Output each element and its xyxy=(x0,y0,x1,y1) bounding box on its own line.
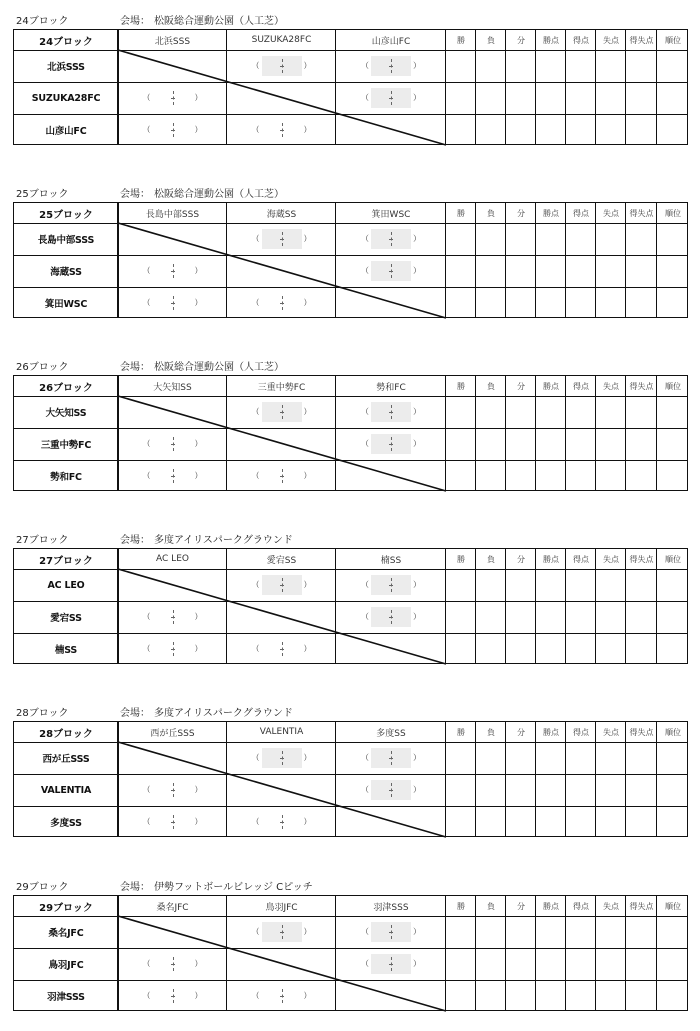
close-paren: ） xyxy=(194,471,203,480)
open-paren: （ xyxy=(142,471,151,480)
stat-header: 勝 xyxy=(457,208,465,218)
open-paren: （ xyxy=(361,612,369,621)
block-title: 27ブロック xyxy=(16,535,69,546)
venue-line xyxy=(120,880,313,896)
close-paren: ） xyxy=(303,991,312,1000)
open-paren: （ xyxy=(142,785,151,794)
diagonal-line xyxy=(14,30,689,146)
open-paren: （ xyxy=(142,817,151,826)
close-paren: ） xyxy=(303,61,312,70)
block-corner-label: 29ブロック xyxy=(39,902,93,914)
open-paren: （ xyxy=(251,234,260,243)
venue-name: 松阪総合運動公園（人工芝） xyxy=(154,362,284,373)
close-paren: ） xyxy=(194,612,203,621)
team-column-header: 羽津SSS xyxy=(373,902,409,913)
self-match-diagonal xyxy=(118,742,446,837)
open-paren: （ xyxy=(251,125,260,134)
team-row-name: 西が丘SSS xyxy=(42,754,90,765)
standings-table xyxy=(13,895,688,1011)
stat-header: 順位 xyxy=(665,381,681,391)
stat-header: 勝点 xyxy=(543,208,559,218)
close-paren: ） xyxy=(413,61,421,70)
open-paren: （ xyxy=(361,61,369,70)
team-column-header: 山彦山FC xyxy=(371,36,411,47)
block-corner-label: 26ブロック xyxy=(39,382,93,394)
team-column-header: 箕田WSC xyxy=(371,209,411,220)
block-corner-label: 24ブロック xyxy=(39,36,93,48)
team-row-name: 山彦山FC xyxy=(45,126,87,137)
open-paren: （ xyxy=(251,817,260,826)
team-row-name: SUZUKA28FC xyxy=(31,92,101,104)
team-row-name: 羽津SSS xyxy=(47,992,85,1003)
close-paren: ） xyxy=(194,298,203,307)
team-column-header: 三重中勢FC xyxy=(257,382,306,393)
open-paren: （ xyxy=(361,785,369,794)
block-caption xyxy=(16,706,616,722)
stat-header: 得失点 xyxy=(629,901,654,911)
block-caption xyxy=(16,360,616,376)
open-paren: （ xyxy=(361,927,369,936)
team-row-name: 勢和FC xyxy=(50,472,82,483)
block-2 xyxy=(0,187,700,337)
stat-header: 勝 xyxy=(457,727,465,737)
team-row-name: 長島中部SSS xyxy=(37,235,95,246)
stat-header: 得点 xyxy=(573,727,589,737)
standings-table xyxy=(13,375,688,491)
open-paren: （ xyxy=(142,439,151,448)
team-column-header: 桑名JFC xyxy=(156,902,189,913)
stat-header: 順位 xyxy=(665,727,681,737)
stat-header: 勝点 xyxy=(543,381,559,391)
stat-header: 負 xyxy=(487,727,495,737)
block-corner-label: 27ブロック xyxy=(39,555,93,567)
venue-line xyxy=(120,533,293,549)
diagonal-line xyxy=(14,549,689,665)
block-caption xyxy=(16,880,616,896)
stat-header: 分 xyxy=(517,381,525,391)
close-paren: ） xyxy=(413,959,421,968)
open-paren: （ xyxy=(361,234,369,243)
open-paren: （ xyxy=(361,266,369,275)
team-column-header: VALENTIA xyxy=(259,727,304,737)
stat-header: 得点 xyxy=(573,901,589,911)
close-paren: ） xyxy=(413,234,421,243)
team-column-header: 鳥羽JFC xyxy=(265,902,298,913)
close-paren: ） xyxy=(413,93,421,102)
team-row-name: 北浜SSS xyxy=(47,62,85,73)
block-caption xyxy=(16,14,616,30)
stat-header: 勝 xyxy=(457,901,465,911)
venue-label: 会場： xyxy=(120,882,150,893)
venue-name: 松阪総合運動公園（人工芝） xyxy=(154,16,284,27)
team-row-name: 大矢知SS xyxy=(45,408,87,419)
open-paren: （ xyxy=(361,753,369,762)
stat-header: 分 xyxy=(517,208,525,218)
stat-header: 得点 xyxy=(573,381,589,391)
stat-header: 分 xyxy=(517,727,525,737)
venue-label: 会場： xyxy=(120,16,150,27)
block-6 xyxy=(0,880,700,1030)
stat-header: 得失点 xyxy=(629,554,654,564)
stat-header: 分 xyxy=(517,901,525,911)
standings-table xyxy=(13,721,688,837)
stat-header: 順位 xyxy=(665,35,681,45)
open-paren: （ xyxy=(142,93,151,102)
close-paren: ） xyxy=(194,959,203,968)
stat-header: 負 xyxy=(487,208,495,218)
block-5 xyxy=(0,706,700,856)
self-match-diagonal xyxy=(118,223,446,318)
block-caption xyxy=(16,533,616,549)
block-corner-label: 25ブロック xyxy=(39,209,93,221)
block-title: 24ブロック xyxy=(16,16,69,27)
stat-header: 失点 xyxy=(603,208,619,218)
open-paren: （ xyxy=(361,959,369,968)
open-paren: （ xyxy=(251,298,260,307)
stat-header: 勝点 xyxy=(543,901,559,911)
close-paren: ） xyxy=(413,927,421,936)
open-paren: （ xyxy=(142,298,151,307)
stat-header: 失点 xyxy=(603,35,619,45)
close-paren: ） xyxy=(194,266,203,275)
diagonal-line xyxy=(14,376,689,492)
open-paren: （ xyxy=(142,644,151,653)
diagonal-line xyxy=(14,203,689,319)
stat-header: 勝 xyxy=(457,35,465,45)
team-column-header: 楠SS xyxy=(380,555,402,566)
team-row-name: 多度SS xyxy=(50,818,82,829)
standings-table xyxy=(13,548,688,664)
team-column-header: SUZUKA28FC xyxy=(251,35,312,45)
stat-header: 勝点 xyxy=(543,35,559,45)
venue-line xyxy=(120,360,284,376)
venue-line xyxy=(120,706,293,722)
open-paren: （ xyxy=(251,991,260,1000)
stat-header: 負 xyxy=(487,35,495,45)
block-caption xyxy=(16,187,616,203)
venue-label: 会場： xyxy=(120,362,150,373)
team-row-name: 楠SS xyxy=(54,645,78,656)
stat-header: 得点 xyxy=(573,554,589,564)
close-paren: ） xyxy=(194,439,203,448)
open-paren: （ xyxy=(361,93,369,102)
stat-header: 得失点 xyxy=(629,381,654,391)
team-row-name: 箕田WSC xyxy=(44,299,88,310)
close-paren: ） xyxy=(194,93,203,102)
close-paren: ） xyxy=(303,753,312,762)
open-paren: （ xyxy=(251,407,260,416)
team-column-header: 大矢知SS xyxy=(153,382,192,393)
venue-name: 多度アイリスパークグラウンド xyxy=(154,535,293,546)
block-1 xyxy=(0,14,700,164)
close-paren: ） xyxy=(303,234,312,243)
venue-name: 伊勢フットボールビレッジ Cピッチ xyxy=(154,882,313,893)
open-paren: （ xyxy=(361,439,369,448)
venue-line xyxy=(120,187,284,203)
team-row-name: VALENTIA xyxy=(40,784,92,796)
close-paren: ） xyxy=(194,817,203,826)
stat-header: 勝 xyxy=(457,554,465,564)
close-paren: ） xyxy=(413,612,421,621)
stat-header: 負 xyxy=(487,381,495,391)
close-paren: ） xyxy=(413,407,421,416)
stat-header: 得失点 xyxy=(629,35,654,45)
open-paren: （ xyxy=(142,266,151,275)
block-corner-label: 28ブロック xyxy=(39,728,93,740)
venue-label: 会場： xyxy=(120,708,150,719)
team-row-name: 海蔵SS xyxy=(50,267,82,278)
close-paren: ） xyxy=(413,785,421,794)
close-paren: ） xyxy=(413,439,421,448)
block-4 xyxy=(0,533,700,683)
close-paren: ） xyxy=(303,927,312,936)
close-paren: ） xyxy=(303,407,312,416)
self-match-diagonal xyxy=(118,50,446,145)
block-title: 29ブロック xyxy=(16,882,69,893)
stat-header: 勝点 xyxy=(543,554,559,564)
team-column-header: 勢和FC xyxy=(376,382,406,393)
venue-name: 松阪総合運動公園（人工芝） xyxy=(154,189,284,200)
stat-header: 失点 xyxy=(603,727,619,737)
block-title: 26ブロック xyxy=(16,362,69,373)
team-row-name: 鳥羽JFC xyxy=(48,960,84,971)
diagonal-line xyxy=(14,896,689,1012)
close-paren: ） xyxy=(194,644,203,653)
block-title: 28ブロック xyxy=(16,708,69,719)
stat-header: 順位 xyxy=(665,208,681,218)
team-column-header: AC LEO xyxy=(156,554,189,564)
stat-header: 得失点 xyxy=(629,727,654,737)
venue-name: 多度アイリスパークグラウンド xyxy=(154,708,293,719)
team-column-header: 長島中部SSS xyxy=(145,209,200,220)
team-column-header: 愛宕SS xyxy=(266,555,297,566)
open-paren: （ xyxy=(142,959,151,968)
close-paren: ） xyxy=(413,753,421,762)
team-row-name: AC LEO xyxy=(47,579,85,591)
open-paren: （ xyxy=(251,644,260,653)
open-paren: （ xyxy=(361,407,369,416)
stat-header: 分 xyxy=(517,554,525,564)
close-paren: ） xyxy=(303,580,312,589)
close-paren: ） xyxy=(413,266,421,275)
standings-table xyxy=(13,202,688,318)
open-paren: （ xyxy=(251,580,260,589)
close-paren: ） xyxy=(194,991,203,1000)
block-title: 25ブロック xyxy=(16,189,69,200)
close-paren: ） xyxy=(413,580,421,589)
open-paren: （ xyxy=(142,125,151,134)
standings-table xyxy=(13,29,688,145)
stat-header: 得点 xyxy=(573,208,589,218)
team-row-name: 三重中勢FC xyxy=(40,440,92,451)
close-paren: ） xyxy=(194,785,203,794)
team-row-name: 愛宕SS xyxy=(50,613,82,624)
open-paren: （ xyxy=(251,927,260,936)
self-match-diagonal xyxy=(118,396,446,491)
venue-label: 会場： xyxy=(120,535,150,546)
close-paren: ） xyxy=(303,298,312,307)
stat-header: 負 xyxy=(487,554,495,564)
team-row-name: 桑名JFC xyxy=(48,928,84,939)
close-paren: ） xyxy=(194,125,203,134)
close-paren: ） xyxy=(303,125,312,134)
open-paren: （ xyxy=(142,612,151,621)
venue-label: 会場： xyxy=(120,189,150,200)
stat-header: 失点 xyxy=(603,901,619,911)
stat-header: 負 xyxy=(487,901,495,911)
open-paren: （ xyxy=(251,753,260,762)
team-column-header: 海蔵SS xyxy=(266,209,297,220)
open-paren: （ xyxy=(251,471,260,480)
stat-header: 順位 xyxy=(665,901,681,911)
stat-header: 分 xyxy=(517,35,525,45)
stat-header: 順位 xyxy=(665,554,681,564)
venue-line xyxy=(120,14,284,30)
close-paren: ） xyxy=(303,471,312,480)
close-paren: ） xyxy=(303,644,312,653)
diagonal-line xyxy=(14,722,689,838)
stat-header: 失点 xyxy=(603,554,619,564)
stat-header: 失点 xyxy=(603,381,619,391)
open-paren: （ xyxy=(361,580,369,589)
self-match-diagonal xyxy=(118,916,446,1011)
stat-header: 勝点 xyxy=(543,727,559,737)
stat-header: 得点 xyxy=(573,35,589,45)
block-3 xyxy=(0,360,700,510)
team-column-header: 北浜SSS xyxy=(154,36,191,47)
team-column-header: 西が丘SSS xyxy=(150,728,195,739)
open-paren: （ xyxy=(251,61,260,70)
open-paren: （ xyxy=(142,991,151,1000)
stat-header: 得失点 xyxy=(629,208,654,218)
stat-header: 勝 xyxy=(457,381,465,391)
self-match-diagonal xyxy=(118,569,446,664)
close-paren: ） xyxy=(303,817,312,826)
team-column-header: 多度SS xyxy=(376,728,406,739)
